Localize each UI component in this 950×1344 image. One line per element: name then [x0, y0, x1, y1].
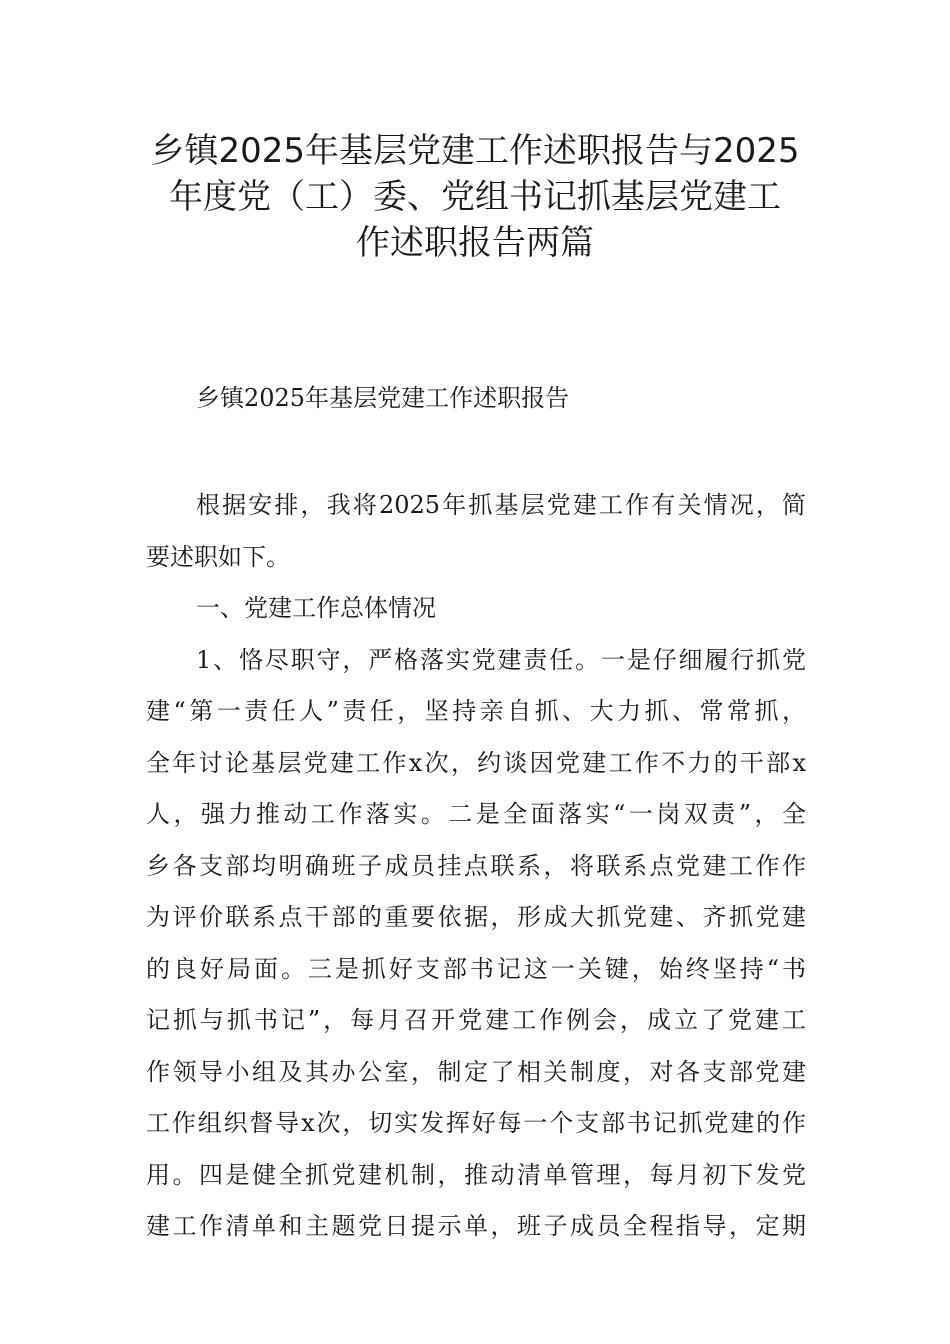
text-line: 用。四是健全抓党建机制，推动清单管理，每月初下发党 — [146, 1160, 806, 1189]
paragraph-responsibility — [146, 635, 806, 1253]
text-line: 根据安排，我将2025年抓基层党建工作有关情况，简 — [196, 491, 806, 519]
section-heading — [146, 583, 806, 635]
text-line: 乡各支部均明确班子成员挂点联系，将联系点党建工作作 — [146, 851, 806, 880]
text-line: 要述职如下。 — [146, 542, 290, 571]
title-line: 作述职报告两篇 — [356, 223, 594, 263]
text-line: 为评价联系点干部的重要依据，形成大抓党建、齐抓党建 — [146, 903, 806, 931]
text-line: 人，强力推动工作落实。二是全面落实“一岗双责”，全 — [146, 800, 806, 828]
section-subtitle: 乡镇2025年基层党建工作述职报告 — [196, 384, 570, 412]
text-line: 建“第一责任人”责任，坚持亲自抓、大力抓、常常抓， — [146, 697, 806, 725]
title-line: 年度党（工）委、党组书记抓基层党建工 — [169, 177, 781, 217]
body-text — [146, 480, 806, 1253]
text-line: 全年讨论基层党建工作x次，约谈因党建工作不力的干部x — [146, 748, 806, 777]
text-line: 一、党建工作总体情况 — [196, 594, 436, 622]
text-line: 的良好局面。三是抓好支部书记这一关键，始终坚持“书 — [146, 954, 806, 983]
text-line: 工作组织督导x次，切实发挥好每一个支部书记抓党建的作 — [146, 1109, 806, 1137]
paragraph-intro — [146, 480, 806, 583]
text-line: 记抓与抓书记”，每月召开党建工作例会，成立了党建工 — [146, 1006, 806, 1034]
document-title — [120, 128, 830, 266]
title-line: 乡镇2025年基层党建工作述职报告与2025 — [150, 131, 800, 171]
text-line: 作领导小组及其办公室，制定了相关制度，对各支部党建 — [146, 1057, 806, 1086]
text-line: 1、恪尽职守，严格落实党建责任。一是仔细履行抓党 — [196, 645, 806, 674]
text-line: 建工作清单和主题党日提示单，班子成员全程指导，定期 — [146, 1212, 806, 1240]
